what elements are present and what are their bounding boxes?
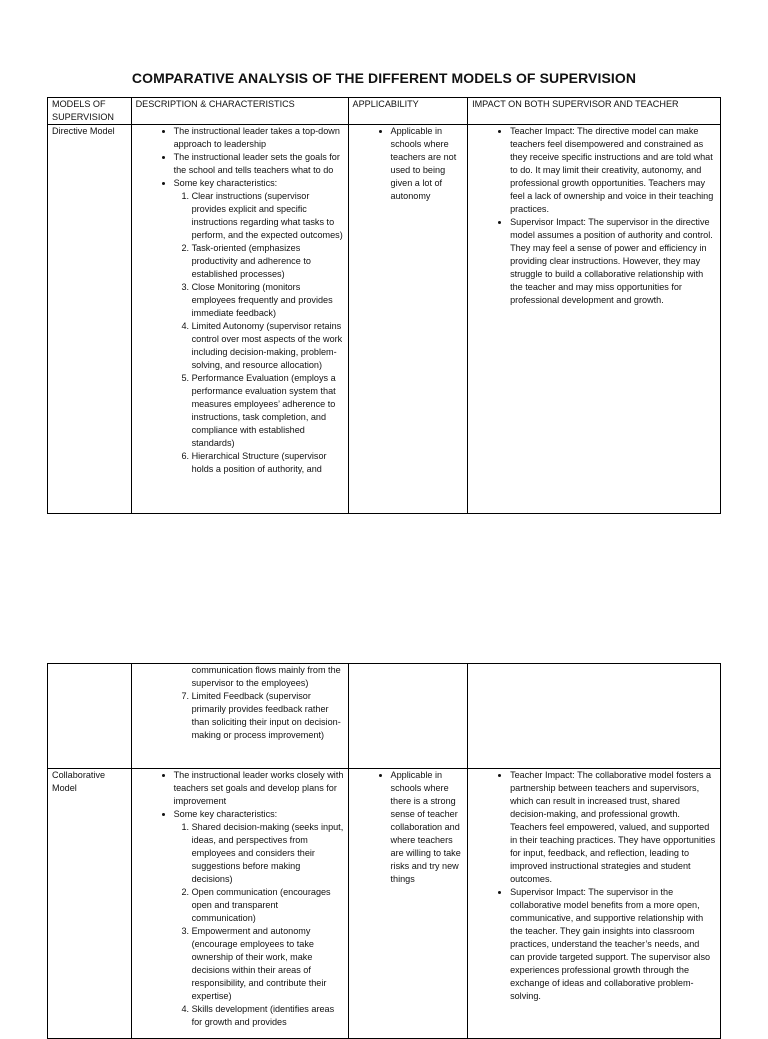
applicability-empty (348, 664, 468, 769)
characteristic-continued: communication flows mainly from the supervisor to the employees) (191, 665, 341, 688)
list-item: 3. Close Monitoring (monitors employees frequently and provides immediate feedback) (192, 281, 344, 320)
comparison-table-page-2 (47, 663, 721, 1039)
applicability-collaborative (348, 769, 468, 1039)
impact-bullets (472, 125, 716, 307)
list-item: • The instructional leader sets the goals for the school and tells teachers what to do (174, 151, 344, 177)
characteristics-list (174, 821, 344, 1029)
list-item: 5. Performance Evaluation (employs a performance evaluation system that measures employees’ adherence to instructions, task completion, and compliance with established standards) (192, 372, 344, 450)
list-item: 4. Skills development (identifies areas for growth and provides (192, 1003, 344, 1029)
list-item: • The instructional leader works closely with teachers set goals and develop plans for improvement (174, 769, 344, 808)
characteristics-list (174, 190, 344, 476)
list-item: • Teacher Impact: The collaborative model fosters a partnership between teachers and supervisors, which can result in increased trust, shared decision-making, and professional growth. Teachers feel empowered, valued, and supported in their teaching practices. They have opportunities for input, feedback, and reflection, leading to improved instructional strategies and student outcomes. (510, 769, 716, 886)
header-description: DESCRIPTION & CHARACTERISTICS (131, 98, 348, 125)
list-item (174, 177, 344, 476)
list-item: • The instructional leader takes a top-down approach to leadership (174, 125, 344, 151)
list-item: 7. Limited Feedback (supervisor primarily provides feedback rather than soliciting their input on decision-making or process improvement) (192, 690, 344, 742)
list-item: • Supervisor Impact: The supervisor in the directive model assumes a position of authority and control. They may feel a sense of power and efficiency in providing clear instructions. However, they may struggle to build a collaborative relationship with the teacher and may miss opportunities for professional development and growth. (510, 216, 716, 307)
list-item: 1. Shared decision-making (seeks input, ideas, and perspectives from employees and considers their suggestions before making decisions) (192, 821, 344, 886)
list-item-label: Some key characteristics: (173, 809, 278, 819)
list-item: 1. Clear instructions (supervisor provides explicit and specific instructions regarding what tasks to perform, and the expected outcomes) (192, 190, 344, 242)
applicability-directive (348, 125, 468, 514)
document-title: COMPARATIVE ANALYSIS OF THE DIFFERENT MODELS OF SUPERVISION (131, 70, 637, 86)
impact-empty (468, 664, 721, 769)
impact-directive (468, 125, 721, 514)
description-directive-continued (131, 664, 348, 769)
list-item: 2. Task-oriented (emphasizes productivity and adherence to established processes) (192, 242, 344, 281)
description-bullets (136, 769, 344, 1029)
header-applicability: APPLICABILITY (348, 98, 468, 125)
list-item: 6. Hierarchical Structure (supervisor holds a position of authority, and (192, 450, 344, 476)
list-item-label: Some key characteristics: (173, 178, 278, 188)
header-impact: IMPACT ON BOTH SUPERVISOR AND TEACHER (468, 98, 721, 125)
list-item (174, 808, 344, 1029)
list-item: 2. Open communication (encourages open and transparent communication) (192, 886, 344, 925)
list-item: • Applicable in schools where teachers are not used to being given a lot of autonomy (391, 125, 464, 203)
model-name-collaborative: Collaborative Model (48, 769, 132, 1039)
characteristics-list-continued (136, 690, 344, 742)
list-item: 4. Limited Autonomy (supervisor retains control over most aspects of the work including decision-making, problem-solving, and resource allocation) (192, 320, 344, 372)
description-directive (131, 125, 348, 514)
applicability-bullets (353, 769, 464, 886)
impact-collaborative (468, 769, 721, 1039)
description-collaborative (131, 769, 348, 1039)
table-row-directive-continued (48, 664, 721, 769)
applicability-bullets (353, 125, 464, 203)
list-item: 3. Empowerment and autonomy (encourage employees to take ownership of their work, make decisions within their areas of responsibility, and contribute their expertise) (192, 925, 344, 1003)
list-item: • Applicable in schools where there is a strong sense of teacher collaboration and where teachers are willing to take risks and try new things (391, 769, 464, 886)
model-name-empty (48, 664, 132, 769)
list-item: • Teacher Impact: The directive model can make teachers feel disempowered and constrained as they receive specific instructions and are told what to do. It may limit their creativity, autonomy, and professional growth opportunities. Teachers may feel a lack of ownership and voice in their teaching practices. (510, 125, 716, 216)
header-models: MODELS OF SUPERVISION (48, 98, 132, 125)
comparison-table-page-1 (47, 97, 721, 514)
table-header-row (48, 98, 721, 125)
description-bullets (136, 125, 344, 476)
impact-bullets (472, 769, 716, 1003)
table-row-directive (48, 125, 721, 514)
table-row-collaborative (48, 769, 721, 1039)
list-item: • Supervisor Impact: The supervisor in the collaborative model benefits from a more open, communicative, and supportive relationship with the teacher. They gain insights into classroom practices, understand the teacher’s needs, and can provide targeted support. The supervisor also experiences professional growth through the exchange of ideas and collaborative problem-solving. (510, 886, 716, 1003)
model-name-directive: Directive Model (48, 125, 132, 514)
